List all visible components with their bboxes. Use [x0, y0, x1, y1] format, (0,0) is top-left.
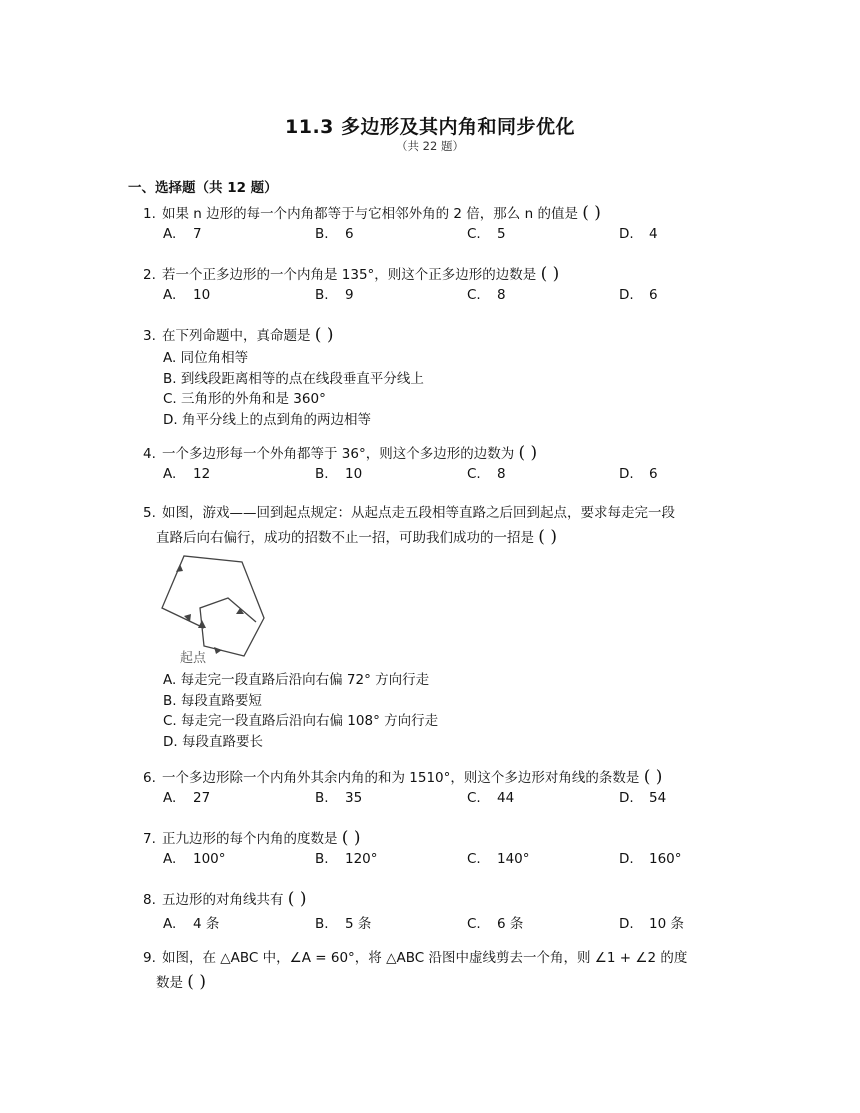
question-2: [143, 263, 743, 309]
option-b: B. 6: [315, 226, 354, 242]
pentagon-path-diagram: [156, 548, 274, 668]
question-number: 2.: [143, 267, 156, 283]
option-c: C. 140°: [467, 851, 530, 867]
options-row: [143, 790, 743, 812]
answer-blank: ( ): [341, 828, 361, 848]
option-d: D. 54: [619, 790, 667, 806]
page-subtitle: （共 22 题）: [396, 139, 464, 153]
question-8: [143, 888, 743, 934]
answer-blank: ( ): [314, 325, 334, 345]
question-stem: 如图，游戏——回到起点规定：从起点走五段相等直路之后回到起点，要求每走完一段: [162, 505, 675, 521]
answer-blank: ( ): [287, 889, 307, 909]
options-row: [143, 287, 743, 309]
option-a: A. 同位角相等: [163, 350, 249, 366]
option-a: A. 7: [163, 226, 202, 242]
option-d: D. 角平分线上的点到角的两边相等: [163, 411, 371, 428]
question-number: 1.: [143, 206, 156, 222]
question-number: 3.: [143, 328, 156, 344]
question-number: 9.: [143, 950, 156, 966]
option-a: A. 27: [163, 790, 211, 806]
options-row: [143, 466, 743, 488]
answer-blank: ( ): [582, 203, 601, 223]
question-5: [143, 502, 743, 550]
options-row: [143, 851, 743, 873]
option-d: D. 6: [619, 287, 658, 303]
option-b: B. 每段直路要短: [163, 692, 262, 709]
question-stem: 正九边形的每个内角的度数是: [162, 831, 338, 847]
question-stem: 一个多边形除一个内角外其余内角的和为 1510°，则这个多边形对角线的条数是: [162, 770, 640, 786]
option-c: C. 每走完一段直路后沿向右偏 108° 方向行走: [163, 713, 439, 729]
option-c: C. 5: [467, 226, 506, 242]
figure-label: 起点: [180, 651, 207, 666]
question-number: 8.: [143, 892, 156, 908]
arrow-icon: [214, 647, 222, 654]
question-stem: 如图，在 △ABC 中，∠A = 60°，将 △ABC 沿图中虚线剪去一个角，则 ∠1 + ∠2 的度: [162, 950, 688, 966]
question-number: 6.: [143, 770, 156, 786]
option-b: B. 到线段距离相等的点在线段垂直平分线上: [163, 370, 424, 387]
options-row: [143, 226, 743, 248]
option-a: A. 每走完一段直路后沿向右偏 72° 方向行走: [163, 672, 430, 688]
arrow-icon: [176, 564, 183, 572]
question-number: 4.: [143, 446, 156, 462]
walking-path-figure: [156, 548, 274, 668]
question-5-options: [143, 670, 743, 752]
option-d: D. 160°: [619, 851, 682, 867]
option-d: D. 每段直路要长: [163, 733, 263, 750]
option-d: D. 10 条: [619, 916, 684, 932]
question-number: 7.: [143, 831, 156, 847]
question-number: 5.: [143, 505, 156, 521]
question-4: [143, 442, 743, 488]
answer-blank: ( ): [538, 527, 557, 547]
question-6: [143, 766, 743, 812]
page-title: 11.3 多边形及其内角和同步优化: [285, 116, 575, 138]
answer-blank: ( ): [187, 972, 206, 992]
option-a: A. 12: [163, 466, 211, 482]
option-c: C. 44: [467, 790, 515, 806]
question-stem: 若一个正多边形的一个内角是 135°，则这个正多边形的边数是: [162, 267, 537, 283]
question-stem-continued: 数是: [156, 975, 183, 991]
option-b: B. 10: [315, 466, 363, 482]
question-3: [143, 324, 743, 430]
question-stem: 在下列命题中，真命题是: [162, 328, 311, 344]
section-heading: 一、选择题（共 12 题）: [128, 180, 278, 196]
option-c: C. 6 条: [467, 916, 524, 932]
option-b: B. 35: [315, 790, 363, 806]
question-1: [143, 202, 743, 248]
arrow-icon: [198, 620, 206, 628]
option-c: C. 三角形的外角和是 360°: [163, 391, 326, 407]
question-9: [143, 947, 743, 995]
option-a: A. 10: [163, 287, 211, 303]
answer-blank: ( ): [518, 443, 538, 463]
option-d: D. 6: [619, 466, 658, 482]
question-stem-continued: 直路后向右偏行，成功的招数不止一招，可助我们成功的一招是: [156, 530, 534, 546]
answer-blank: ( ): [540, 264, 560, 284]
question-stem: 如果 n 边形的每一个内角都等于与它相邻外角的 2 倍，那么 n 的值是: [162, 206, 578, 222]
answer-blank: ( ): [643, 767, 663, 787]
option-d: D. 4: [619, 226, 658, 242]
options-list: [143, 670, 743, 752]
question-stem: 五边形的对角线共有: [162, 892, 284, 908]
option-c: C. 8: [467, 287, 506, 303]
option-a: A. 100°: [163, 851, 226, 867]
options-list: [143, 348, 743, 430]
option-b: B. 5 条: [315, 916, 372, 932]
question-stem: 一个多边形每一个外角都等于 36°，则这个多边形的边数为: [162, 446, 515, 462]
option-a: A. 4 条: [163, 916, 220, 932]
question-7: [143, 827, 743, 873]
options-row: [143, 912, 743, 934]
option-b: B. 120°: [315, 851, 378, 867]
option-c: C. 8: [467, 466, 506, 482]
option-b: B. 9: [315, 287, 354, 303]
